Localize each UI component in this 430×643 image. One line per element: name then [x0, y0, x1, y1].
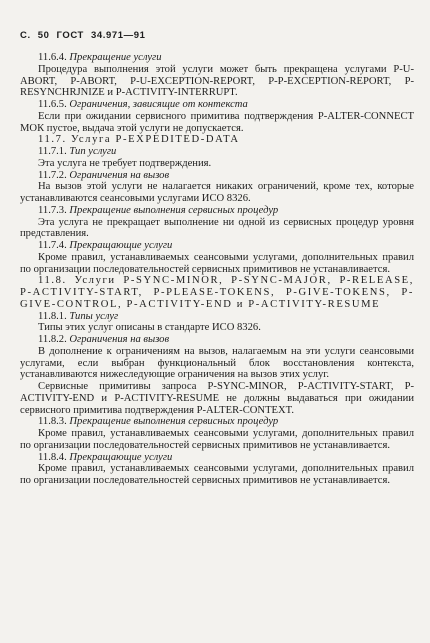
paragraph: На вызов этой услуги не налагается никаких ограничений, кроме тех, которые устанавливаются сеансовыми услугами ИСО 8326. [20, 181, 414, 204]
paragraph: Процедура выполнения этой услуги может быть прекращена услугами P-U-ABORT, P-ABORT, P-U-EXCEPTION-REPORT, P-P-EXCEPTION-REPORT, P-RESYNCHRJNIZE и P-ACTIVITY-INTERRUPT. [20, 63, 414, 99]
page-header [20, 30, 153, 41]
paragraph: В дополнение к ограничениям на вызов, налагаемым на эти услуги сеансовыми услугами, если выбран функциональный блок восстановления контекста, устанавливаются нижеследующие ограничения на вызов этих услуг. [20, 345, 414, 381]
page-number: 50 [37, 30, 50, 41]
document-body [20, 52, 414, 487]
paragraph: Кроме правил, устанавливаемых сеансовыми услугами, дополнительных правил по организации последовательностей сервисных примитивов не устанавливается. [20, 428, 414, 451]
section-heading: 11.8. Услуги P-SYNC-MINOR, P-SYNC-MAJOR, P-RELEASE, P-ACTIVITY-START, P-PLEASE-TOKENS, P-GIVE-TOKENS, P-GIVE-CONTROL, P-ACTIVITY-END и P-ACTIVITY-RESUME [20, 275, 414, 310]
section-heading: 11.7.4. Прекращающие услуги [38, 240, 173, 251]
section-heading: 11.8.3. Прекращение выполнения сервисных процедур [38, 416, 279, 428]
section-heading: 11.7.2. Ограничения на вызов [38, 169, 170, 181]
section-heading: 11.6.4. Прекращение услуги [38, 52, 162, 63]
standard-label: ГОСТ [56, 30, 84, 41]
paragraph: Если при ожидании сервисного примитива подтверждения P-ALTER-CONNECT МОК пустое, выдача этой услуги не допускается. [20, 110, 414, 134]
section-heading: 11.8.1. Типы услуг [38, 310, 119, 322]
paragraph: Кроме правил, устанавливаемых сеансовыми услугами, дополнительных правил по организации последовательностей сервисных примитивов не устанавливается. [20, 251, 414, 275]
paragraph: Эта услуга не прекращает выполнение ни одной из сервисных процедур уровня представления. [20, 216, 414, 240]
paragraph: Сервисные примитивы запроса P-SYNC-MINOR, P-ACTIVITY-START, P-ACTIVITY-END и P-ACTIVITY-RESUME не должны выдаваться при ожидании сервисного примитива подтверждения P-ALTER-CONTEXT. [20, 381, 414, 416]
standard-number: 34.971—91 [90, 30, 146, 41]
section-heading: 11.8.4. Прекращающие услуги [38, 451, 173, 463]
section-heading: 11.8.2. Ограничения на вызов [38, 334, 170, 345]
section-heading: 11.7. Услуга P-EXPEDITED-DATA [38, 134, 240, 146]
paragraph: Кроме правил, устанавливаемых сеансовыми услугами, дополнительных правил по организации последовательностей сервисных примитивов не устанавливается. [20, 463, 414, 486]
section-heading: 11.6.5. Ограничения, зависящие от контекста [38, 99, 248, 110]
page-prefix: С. [20, 30, 31, 41]
section-heading: 11.7.3. Прекращение выполнения сервисных процедур [38, 204, 279, 216]
paragraph: Типы этих услуг описаны в стандарте ИСО 8326. [38, 322, 261, 334]
paragraph: Эта услуга не требует подтверждения. [38, 157, 212, 169]
section-heading: 11.7.1. Тип услуги [38, 146, 117, 157]
